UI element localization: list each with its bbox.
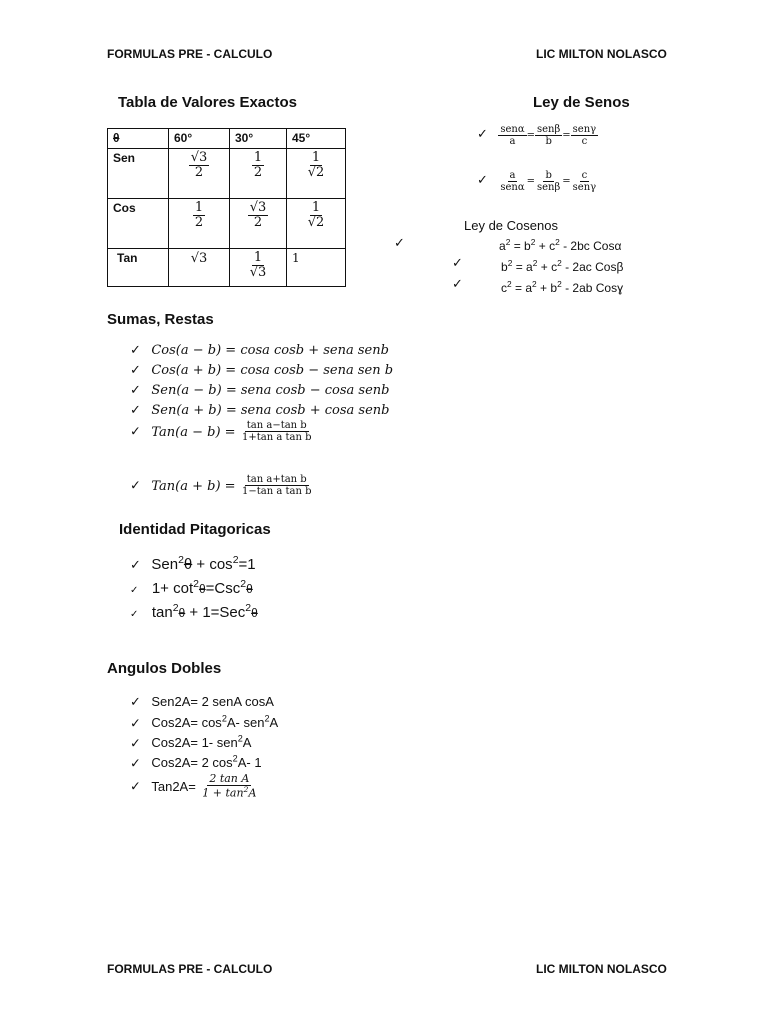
tabla-title: Tabla de Valores Exactos xyxy=(118,94,297,111)
row-tan-label: Tan xyxy=(108,249,169,287)
suma-2: ✓ Cos(a + b) = cosa cosb − sena sen b xyxy=(130,363,394,378)
coseno-3: $c^2 = a^2 + b^2 - 2ab$ Cosɣ xyxy=(501,279,624,295)
coseno-1: $a^2 = b^2 + c^2 - 2bc$ Cosα xyxy=(499,237,622,253)
head-60: 60° xyxy=(169,129,230,149)
cosenos-title: Ley de Cosenos xyxy=(464,218,558,233)
tan-resta: ✓ Tan(a − b) = $\frac{\text{tan a−tan b}}{\text{1+tan a tan b}}$ xyxy=(130,420,312,443)
doble-1: ✓ Sen2A= 2 senA cosA xyxy=(130,694,274,710)
senos-row-1: ✓ $\frac{\text{senα}}{a}$ = $\frac{\text{senβ}}{b}$ = $\frac{\text{senγ}}{c}$ xyxy=(477,124,597,147)
check-icon: ✓ xyxy=(477,127,488,142)
head-30: 30° xyxy=(230,129,287,149)
row-cos-label: Cos xyxy=(108,199,169,249)
check-icon: ✓ xyxy=(130,716,141,732)
cos-30: $\frac{√3}{2}$ xyxy=(230,199,287,249)
suma-1: ✓ Cos(a − b) = cosa cosb + sena senb xyxy=(130,343,389,358)
check-icon: ✓ xyxy=(130,756,141,772)
tan-suma: ✓ Tan(a + b) = $\frac{\text{tan a+tan b}}{\text{1−tan a tan b}}$ xyxy=(130,474,312,497)
head-45: 45° xyxy=(287,129,346,149)
check-icon: ✓ xyxy=(130,558,141,573)
tan-45: 1 xyxy=(287,249,346,287)
header-left: FORMULAS PRE - CALCULO xyxy=(107,47,273,61)
pitagorica-2: ✓ $1+ \cot^2\theta=Csc^2\theta$ xyxy=(130,578,253,597)
header-right: LIC MILTON NOLASCO xyxy=(536,47,667,61)
tan-30: $\frac{1}{√3}$ xyxy=(230,249,287,287)
sen-45: $\frac{1}{√2}$ xyxy=(287,149,346,199)
check-icon: ✓ xyxy=(130,363,141,378)
check-icon: ✓ xyxy=(130,609,139,620)
senos-row-2: ✓ $\frac{a}{\text{senα}}$ = $\frac{b}{\text{senβ}}$ = $\frac{c}{\text{senγ}}$ xyxy=(477,170,597,193)
sen-60: $\frac{√3}{2}$ xyxy=(169,149,230,199)
cos-45: $\frac{1}{√2}$ xyxy=(287,199,346,249)
tan-60: √3 xyxy=(169,249,230,287)
check-icon: ✓ xyxy=(130,695,141,710)
check-icon: ✓ xyxy=(130,736,141,752)
doble-5: ✓ Tan2A= $\frac{\text{2 tan A}}{1 + \tan^2A}$ xyxy=(130,772,257,800)
doble-2: ✓ $Cos2A= \cos^2A-$ sen$^2$A xyxy=(130,714,279,732)
footer-right: LIC MILTON NOLASCO xyxy=(536,962,667,976)
check-icon: ✓ xyxy=(394,236,405,251)
pitagoricas-title: Identidad Pitagoricas xyxy=(119,521,271,538)
coseno-2: $b^2 = a^2 + c^2 - 2ac$ Cosβ xyxy=(501,258,624,274)
doble-4: ✓ Cos2A= 2 $\cos^2A-$ 1 xyxy=(130,754,262,772)
check-icon: ✓ xyxy=(452,256,463,271)
dobles-title: Angulos Dobles xyxy=(107,660,222,677)
check-icon: ✓ xyxy=(130,383,141,398)
pitagorica-3: ✓ $\tan^2\theta + 1=Sec^2\theta$ xyxy=(130,602,258,621)
row-sen-label: Sen xyxy=(108,149,169,199)
check-icon: ✓ xyxy=(130,403,141,418)
suma-3: ✓ Sen(a − b) = sena cosb − cosa senb xyxy=(130,383,390,398)
check-icon: ✓ xyxy=(477,173,488,188)
head-theta: θ xyxy=(108,129,169,149)
check-icon: ✓ xyxy=(130,343,141,358)
doble-3: ✓ Cos2A= 1- sen$^2$A xyxy=(130,734,252,752)
check-icon: ✓ xyxy=(130,585,139,596)
suma-4: ✓ Sen(a + b) = sena cosb + cosa senb xyxy=(130,403,390,418)
pitagorica-1: ✓ $Sen^2\theta + \cos^2=1$ xyxy=(130,554,256,573)
check-icon: ✓ xyxy=(452,277,463,292)
valores-table xyxy=(107,128,346,287)
senos-title: Ley de Senos xyxy=(533,94,630,111)
check-icon: ✓ xyxy=(130,478,141,494)
check-icon: ✓ xyxy=(130,779,141,795)
sen-30: $\frac{1}{2}$ xyxy=(230,149,287,199)
cos-60: $\frac{1}{2}$ xyxy=(169,199,230,249)
check-icon: ✓ xyxy=(130,424,141,440)
sumas-title: Sumas, Restas xyxy=(107,311,214,328)
footer-left: FORMULAS PRE - CALCULO xyxy=(107,962,273,976)
